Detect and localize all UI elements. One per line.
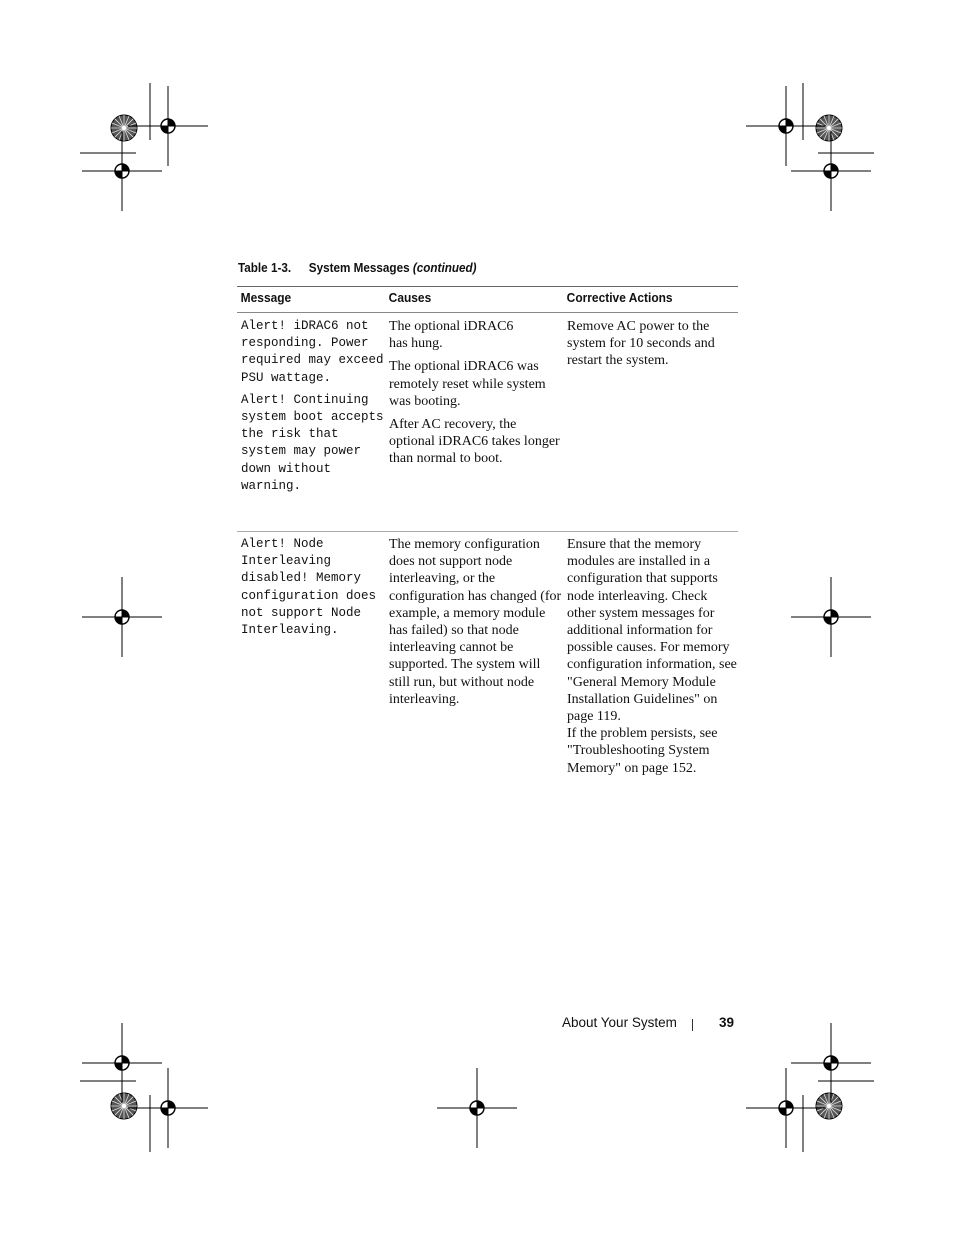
message-cell bbox=[237, 313, 385, 531]
footer-divider bbox=[692, 1019, 693, 1031]
table-caption bbox=[238, 260, 477, 275]
action-text: Remove AC power to the system for 10 seconds and restart the system. bbox=[567, 319, 715, 369]
message-text: Alert! Continuing system boot accepts the risk that system may power down without warning. bbox=[241, 392, 384, 493]
table-caption-continued: (continued) bbox=[412, 260, 477, 275]
table-row bbox=[237, 313, 738, 531]
message-cell bbox=[237, 532, 385, 782]
header-causes: Causes bbox=[388, 290, 432, 305]
action-text: Ensure that the memory modules are installed in a configuration that supports node interleaving. Check other system messages for additional information for possible causes. For memory configuration information, see "General Memory Module Installation Guidelines" on page 119. bbox=[567, 537, 737, 725]
actions-cell bbox=[563, 532, 738, 782]
system-messages-table bbox=[237, 286, 738, 782]
cause-text: The memory configuration does not support node interleaving, or the configuration has changed (for example, a memory module has failed) so that node interleaving cannot be supported. The system will still run, but without node interleaving. bbox=[389, 537, 562, 707]
header-corrective-actions: Corrective Actions bbox=[566, 290, 673, 305]
actions-cell bbox=[563, 313, 738, 531]
message-text: Alert! iDRAC6 not responding. Power required may exceed PSU wattage. bbox=[241, 319, 384, 385]
causes-cell bbox=[385, 313, 563, 531]
table-caption-label: Table 1-3. bbox=[238, 260, 292, 275]
page-number: 39 bbox=[719, 1015, 735, 1030]
cause-text: The optional iDRAC6 was remotely reset while system was booting. bbox=[389, 359, 546, 409]
header-message: Message bbox=[240, 290, 292, 305]
table-caption-title: System Messages bbox=[308, 260, 410, 275]
footer-section-title: About Your System bbox=[562, 1015, 677, 1030]
message-text: Alert! Node Interleaving disabled! Memory configuration does not support Node Interleaving. bbox=[241, 537, 377, 638]
table-row bbox=[237, 531, 738, 782]
table-header bbox=[237, 287, 738, 313]
action-text: If the problem persists, see "Troubleshooting System Memory" on page 152. bbox=[567, 726, 718, 776]
causes-cell bbox=[385, 532, 563, 782]
cause-text: After AC recovery, the optional iDRAC6 takes longer than normal to boot. bbox=[389, 417, 560, 467]
page-footer bbox=[562, 1015, 735, 1030]
cause-text: The optional iDRAC6 has hung. bbox=[389, 319, 514, 352]
